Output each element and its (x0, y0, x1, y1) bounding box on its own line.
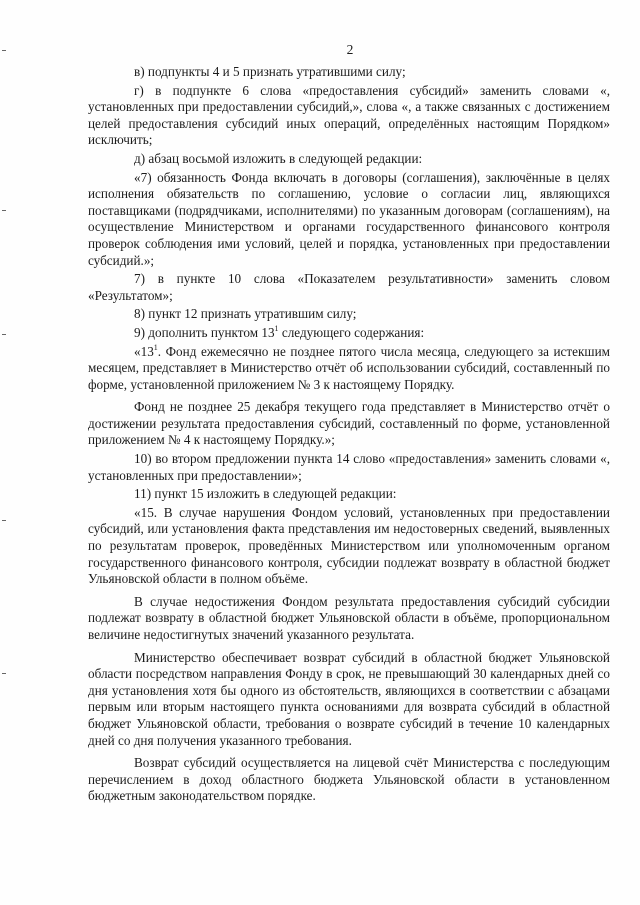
left-margin-mark (2, 50, 6, 51)
left-margin-mark (2, 520, 6, 521)
left-margin-mark (2, 210, 6, 211)
paragraph-g: г) в подпункте 6 слова «предоставления субсидий» заменить словами «, установленных при предоставлении субсидий,», слова «, а также связанных с достижением целей предоставления субсидий иных операций, определённых настоящим Порядком» исключить; (88, 82, 610, 148)
paragraph-ministry-return: Министерство обеспечивает возврат субсидий в областной бюджет Ульяновской области посредством направления Фонду в срок, не превышающий 30 календарных дней со дня установления хотя бы одного из обстоятельств, являющихся в соответствии с абзацами первым или вторым настоящего пункта основаниями для возврата субсидий в областной бюджет Ульяновской области, требования о возврате субсидий в течение 10 календарных дней со дня получения указанного требования. (88, 649, 610, 748)
paragraph-11: 11) пункт 15 изложить в следующей редакции: (134, 486, 397, 502)
paragraph-9-text: 9) дополнить пунктом 13 (134, 324, 275, 340)
paragraph-9 (88, 325, 610, 342)
paragraph-13-1-label: «13 (134, 343, 154, 359)
paragraph-9-text-end: следующего содержания: (278, 324, 425, 340)
page-number: 2 (346, 42, 354, 57)
paragraph-shortfall: В случае недостижения Фондом результата предоставления субсидий субсидии подлежат возврату в областной бюджет Ульяновской области в объёме, пропорциональном величине недостигнутых значений указанного результата. (88, 593, 610, 642)
left-margin-mark (2, 673, 6, 674)
paragraph-d: д) абзац восьмой изложить в следующей редакции: (134, 150, 423, 166)
paragraph-return-account: Возврат субсидий осуществляется на лицевой счёт Министерства с последующим перечислением в доход областного бюджета Ульяновской области в установленном бюджетным законодательством порядке. (88, 755, 610, 804)
paragraph-10: 10) во втором предложении пункта 14 слово «предоставления» заменить словами «, установленных при предоставлении»; (88, 451, 610, 483)
paragraph-7: 7) в пункте 10 слова «Показателем результативности» заменить словом «Результатом»; (88, 271, 610, 303)
paragraph-item-7-obligation: «7) обязанность Фонда включать в договоры (соглашения), заключённые в целях исполнения обязательств по соглашению, условие о согласии лиц, являющихся поставщиками (подрядчиками, исполнителями) по указанным договорам (соглашениям), на осуществление Министерством и органами государственного финансового контроля проверок соблюдения ими условий, целей и порядка, установленных при предоставлении субсидий.»; (88, 169, 610, 268)
paragraph-v: в) подпункты 4 и 5 признать утратившими силу; (134, 64, 406, 79)
paragraph-fund-report: Фонд не позднее 25 декабря текущего года представляет в Министерство отчёт о достижении результата предоставления субсидий, составленный по форме, установленной приложением № 4 к настоящему Порядку.»; (88, 399, 610, 448)
paragraph-15: «15. В случае нарушения Фондом условий, установленных при предоставлении субсидий, или установления факта представления им недостоверных сведений, выявленных по результатам проверок, проведённых Министерством или уполномоченным органом государственного финансового контроля, субсидии подлежат возврату в областной бюджет Ульяновской области в полном объёме. (88, 504, 610, 587)
left-margin-mark (2, 334, 6, 335)
paragraph-13-1-text: . Фонд ежемесячно не позднее пятого числа месяца, следующего за истекшим месяцем, представляет в Министерство отчёт об использовании субсидий, составленный по форме, установленной приложением № 3 к настоящему Порядку. (88, 343, 610, 392)
paragraph-9-superscript: 1 (274, 323, 279, 333)
paragraph-13-1-superscript: 1 (153, 342, 158, 352)
document-body (88, 64, 610, 805)
paragraph-13-1 (88, 344, 610, 394)
paragraph-8: 8) пункт 12 признать утратившим силу; (134, 306, 357, 322)
